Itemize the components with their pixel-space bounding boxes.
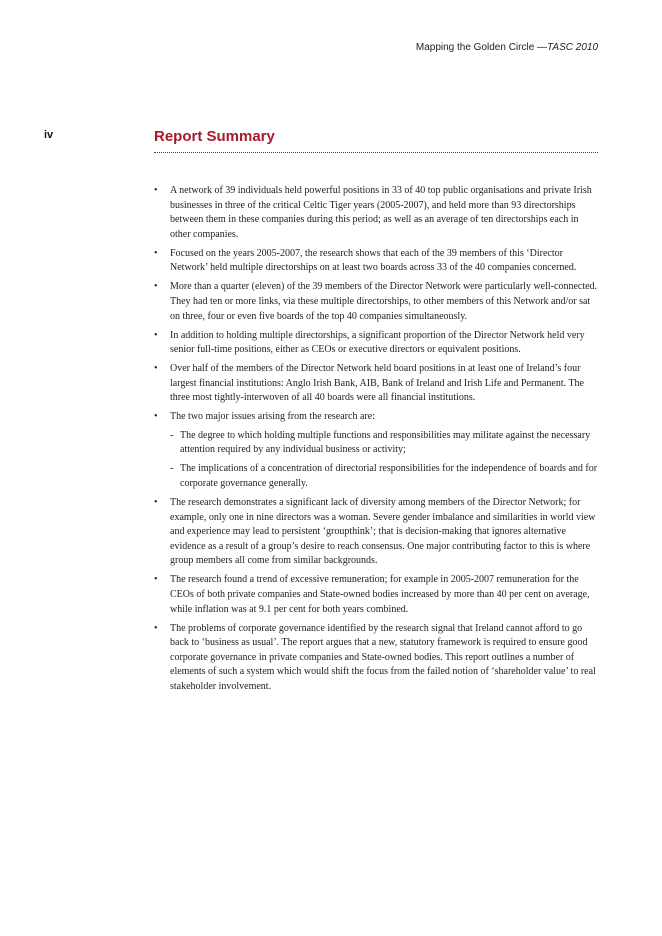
section-title: Report Summary (154, 128, 275, 145)
list-item (154, 573, 598, 617)
bullet-icon: • (154, 329, 158, 341)
sub-list-item-text: The degree to which holding multiple functions and responsibilities may militate against the necessary attention required by any individual business or activity; (180, 429, 591, 456)
list-item-text: The problems of corporate governance identified by the research signal that Ireland cannot afford to go back to ‘business as usual’. The report argues that a new, statutory framework is required to ensure good corporate governance in private companies and State-owned bodies. This report outlines a number of elements of such a system which would shift the focus from the failed notion of ‘shareholder value’ to real stakeholder involvement. (170, 622, 596, 692)
list-item-text: The research demonstrates a significant lack of diversity among members of the Director Network; for example, only one in nine directors was a woman. Severe gender imbalance and similarities in world view and experience may lead to persistent ‘groupthink’; that is decision-making that ignores alternative evidence as a result of a group’s desire to reach consensus. One major contributing factor to this is where group members all come from similar backgrounds. (170, 497, 596, 567)
list-item-issues (154, 410, 598, 491)
list-item (154, 622, 598, 695)
list-item (154, 280, 598, 324)
bullet-icon: • (154, 497, 158, 509)
dash-icon: - (170, 429, 174, 441)
sub-list-item-text: The implications of a concentration of directorial responsibilities for the independence of boards and for corporate governance generally. (180, 463, 598, 490)
title-divider (154, 152, 598, 153)
bullet-icon: • (154, 185, 158, 196)
list-item-text: In addition to holding multiple directorships, a significant proportion of the Director Network held very senior full-time positions, either as CEOs or executive directors or equivalent positions. (170, 329, 585, 356)
summary-content (154, 184, 598, 699)
header-subtitle: TASC 2010 (547, 42, 598, 53)
page-number: iv (44, 129, 54, 141)
bullet-icon: • (154, 622, 158, 634)
list-item (154, 184, 598, 242)
list-item-text: More than a quarter (eleven) of the 39 members of the Director Network were particularly well-connected. They had ten or more links, via these multiple directorships, to other members of this Network and/or sat on three, four or even five boards of the top 40 companies simultaneously. (170, 281, 598, 322)
list-item-text: Over half of the members of the Director Network held board positions in at least one of Ireland’s four largest financial institutions: Anglo Irish Bank, AIB, Bank of Ireland and Irish Life and Permanent. The three most tightly-interwoven of all 40 boards were all financial institutions. (170, 363, 584, 404)
summary-bullets (154, 184, 598, 695)
list-item (154, 496, 598, 569)
bullet-icon: • (154, 247, 158, 259)
issues-sublist (170, 429, 598, 492)
bullet-icon: • (154, 411, 158, 423)
running-header (416, 42, 598, 53)
list-item (154, 329, 598, 358)
sub-list-item (170, 429, 598, 458)
bullet-icon: • (154, 363, 158, 375)
list-item-text: The research found a trend of excessive remuneration; for example in 2005-2007 remuneration for the CEOs of both private companies and State-owned bodies increased by more than 40 per cent on average, while inflation was at 9.1 per cent for both years combined. (170, 574, 590, 615)
list-item-text: A network of 39 individuals held powerful positions in 33 of 40 top public organisations and private Irish businesses in three of the critical Celtic Tiger years (2005-2007), and held more than 93 directorships between them in these companies during this period; as well as an average of ten directorships each in other companies. (170, 185, 592, 240)
list-item (154, 247, 598, 276)
bullet-icon: • (154, 281, 158, 293)
header-separator: — (534, 42, 548, 53)
header-title: Mapping the Golden Circle (415, 42, 535, 53)
list-item-text: Focused on the years 2005-2007, the research shows that each of the 39 members of this ‘Director Network’ held multiple directorships on at least two boards across 33 of the 40 companies concerned. (170, 247, 577, 274)
issues-intro: The two major issues arising from the research are: (170, 411, 375, 423)
bullet-icon: • (154, 574, 158, 586)
sub-list-item (170, 462, 598, 491)
list-item (154, 362, 598, 406)
dash-icon: - (170, 463, 174, 475)
